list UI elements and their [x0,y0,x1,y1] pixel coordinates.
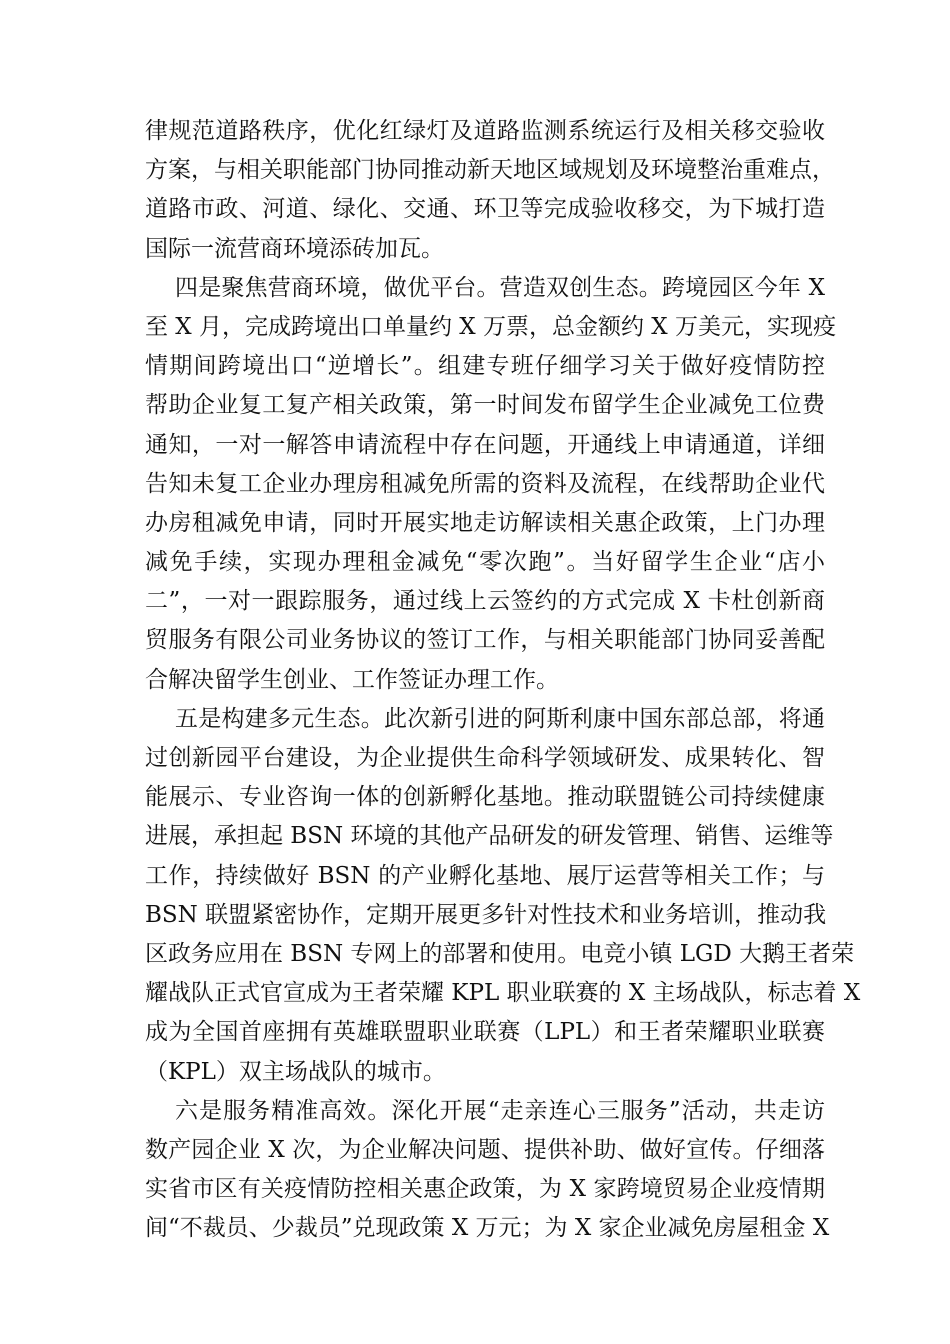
text-line: 耀战队正式官宣成为王者荣耀 KPL 职业联赛的 X 主场战队，标志着 X [145,980,861,1007]
text-line: 四是聚焦营商环境，做优平台。营造双创生态。跨境园区今年 X [175,274,825,301]
text-line: 减免手续，实现办理租金减免“零次跑”。当好留学生企业“店小 [145,549,825,576]
text-line: 帮助企业复工复产相关政策，第一时间发布留学生企业减免工位费 [145,392,825,419]
text-line: 办房租减免申请，同时开展实地走访解读相关惠企政策，上门办理 [145,509,825,536]
text-line: 贸服务有限公司业务协议的签订工作，与相关职能部门协同妥善配 [145,627,825,654]
text-line: 实省市区有关疫情防控相关惠企政策，为 X 家跨境贸易企业疫情期 [145,1176,825,1203]
text-line: 区政务应用在 BSN 专网上的部署和使用。电竞小镇 LGD 大鹅王者荣 [145,940,855,967]
text-line: 方案，与相关职能部门协同推动新天地区域规划及环境整治重难点， [145,157,835,184]
paragraph-five [145,700,861,1092]
text-line: 通知，一对一解答申请流程中存在问题，开通线上申请通道，详细 [145,431,825,458]
text-line: 间“不裁员、少裁员”兑现政策 X 万元；为 X 家企业减免房屋租金 X [145,1215,830,1242]
text-line: 能展示、专业咨询一体的创新孵化基地。推动联盟链公司持续健康 [145,784,825,811]
text-line: 国际一流营商环境添砖加瓦。 [145,235,444,262]
document-body [145,112,861,1248]
text-line: 道路市政、河道、绿化、交通、环卫等完成验收移交，为下城打造 [145,196,825,223]
paragraph-four [145,269,836,700]
text-line: 数产园企业 X 次，为企业解决问题、提供补助、做好宣传。仔细落 [145,1136,825,1163]
text-line: 过创新园平台建设，为企业提供生命科学领域研发、成果转化、智 [145,745,825,771]
text-line: （KPL）双主场战队的城市。 [145,1058,446,1085]
text-line: 进展，承担起 BSN 环境的其他产品研发的研发管理、销售、运维等 [145,823,834,850]
paragraph-continuation [145,112,835,269]
text-line: 律规范道路秩序，优化红绿灯及道路监测系统运行及相关移交验收 [145,118,825,144]
text-line: 二”，一对一跟踪服务，通过线上云签约的方式完成 X 卡杜创新商 [145,588,825,615]
text-line: 成为全国首座拥有英雄联盟职业联赛（LPL）和王者荣耀职业联赛 [145,1019,825,1046]
text-line: 至 X 月，完成跨境出口单量约 X 万票，总金额约 X 万美元，实现疫 [145,313,836,340]
text-line: 工作，持续做好 BSN 的产业孵化基地、展厅运营等相关工作；与 [145,862,825,889]
text-line: 合解决留学生创业、工作签证办理工作。 [145,666,559,693]
text-line: 六是服务精准高效。深化开展“走亲连心三服务”活动，共走访 [175,1097,825,1124]
paragraph-six [145,1092,830,1249]
text-line: 情期间跨境出口“逆增长”。组建专班仔细学习关于做好疫情防控 [145,353,825,380]
text-line: 告知未复工企业办理房租减免所需的资料及流程，在线帮助企业代 [145,470,825,497]
text-line: 五是构建多元生态。此次新引进的阿斯利康中国东部总部，将通 [175,705,825,732]
text-line: BSN 联盟紧密协作，定期开展更多针对性技术和业务培训，推动我 [145,901,827,928]
